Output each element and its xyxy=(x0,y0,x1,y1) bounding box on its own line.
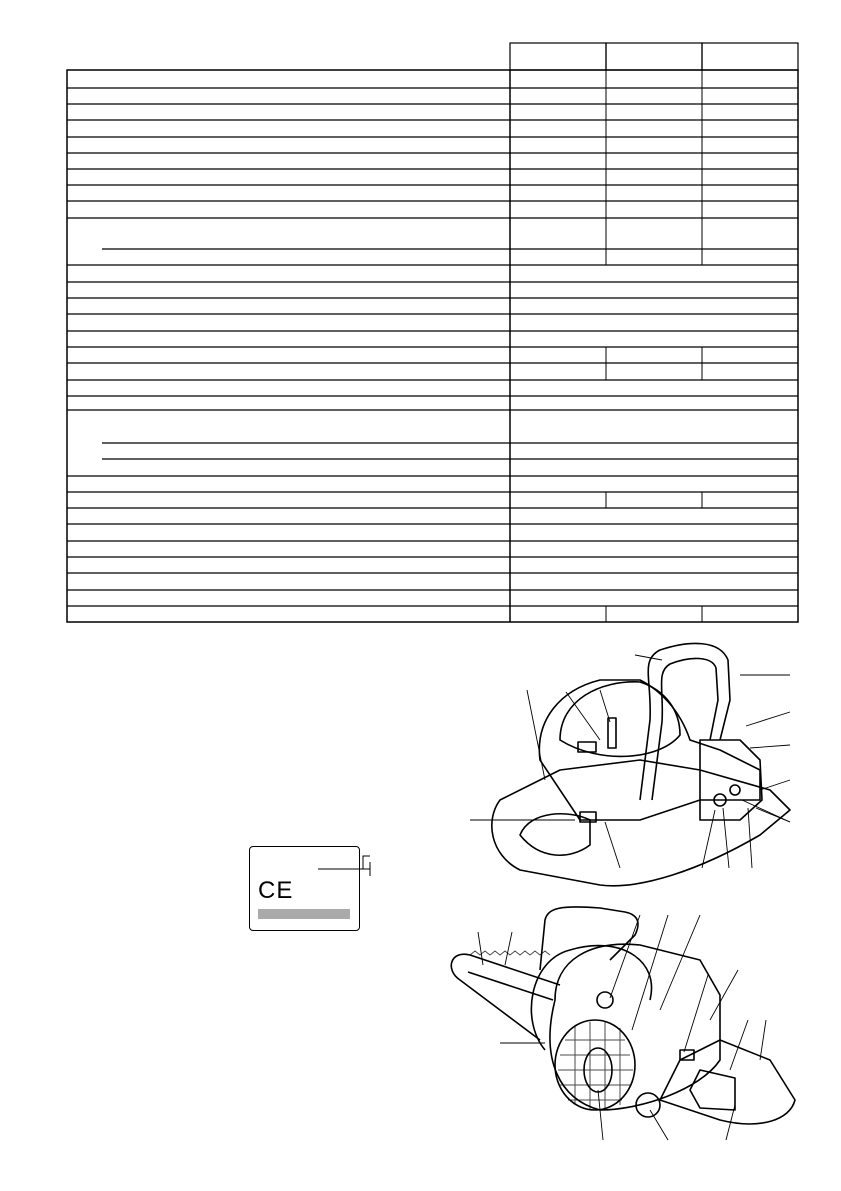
ce-mark: CE xyxy=(258,877,294,904)
